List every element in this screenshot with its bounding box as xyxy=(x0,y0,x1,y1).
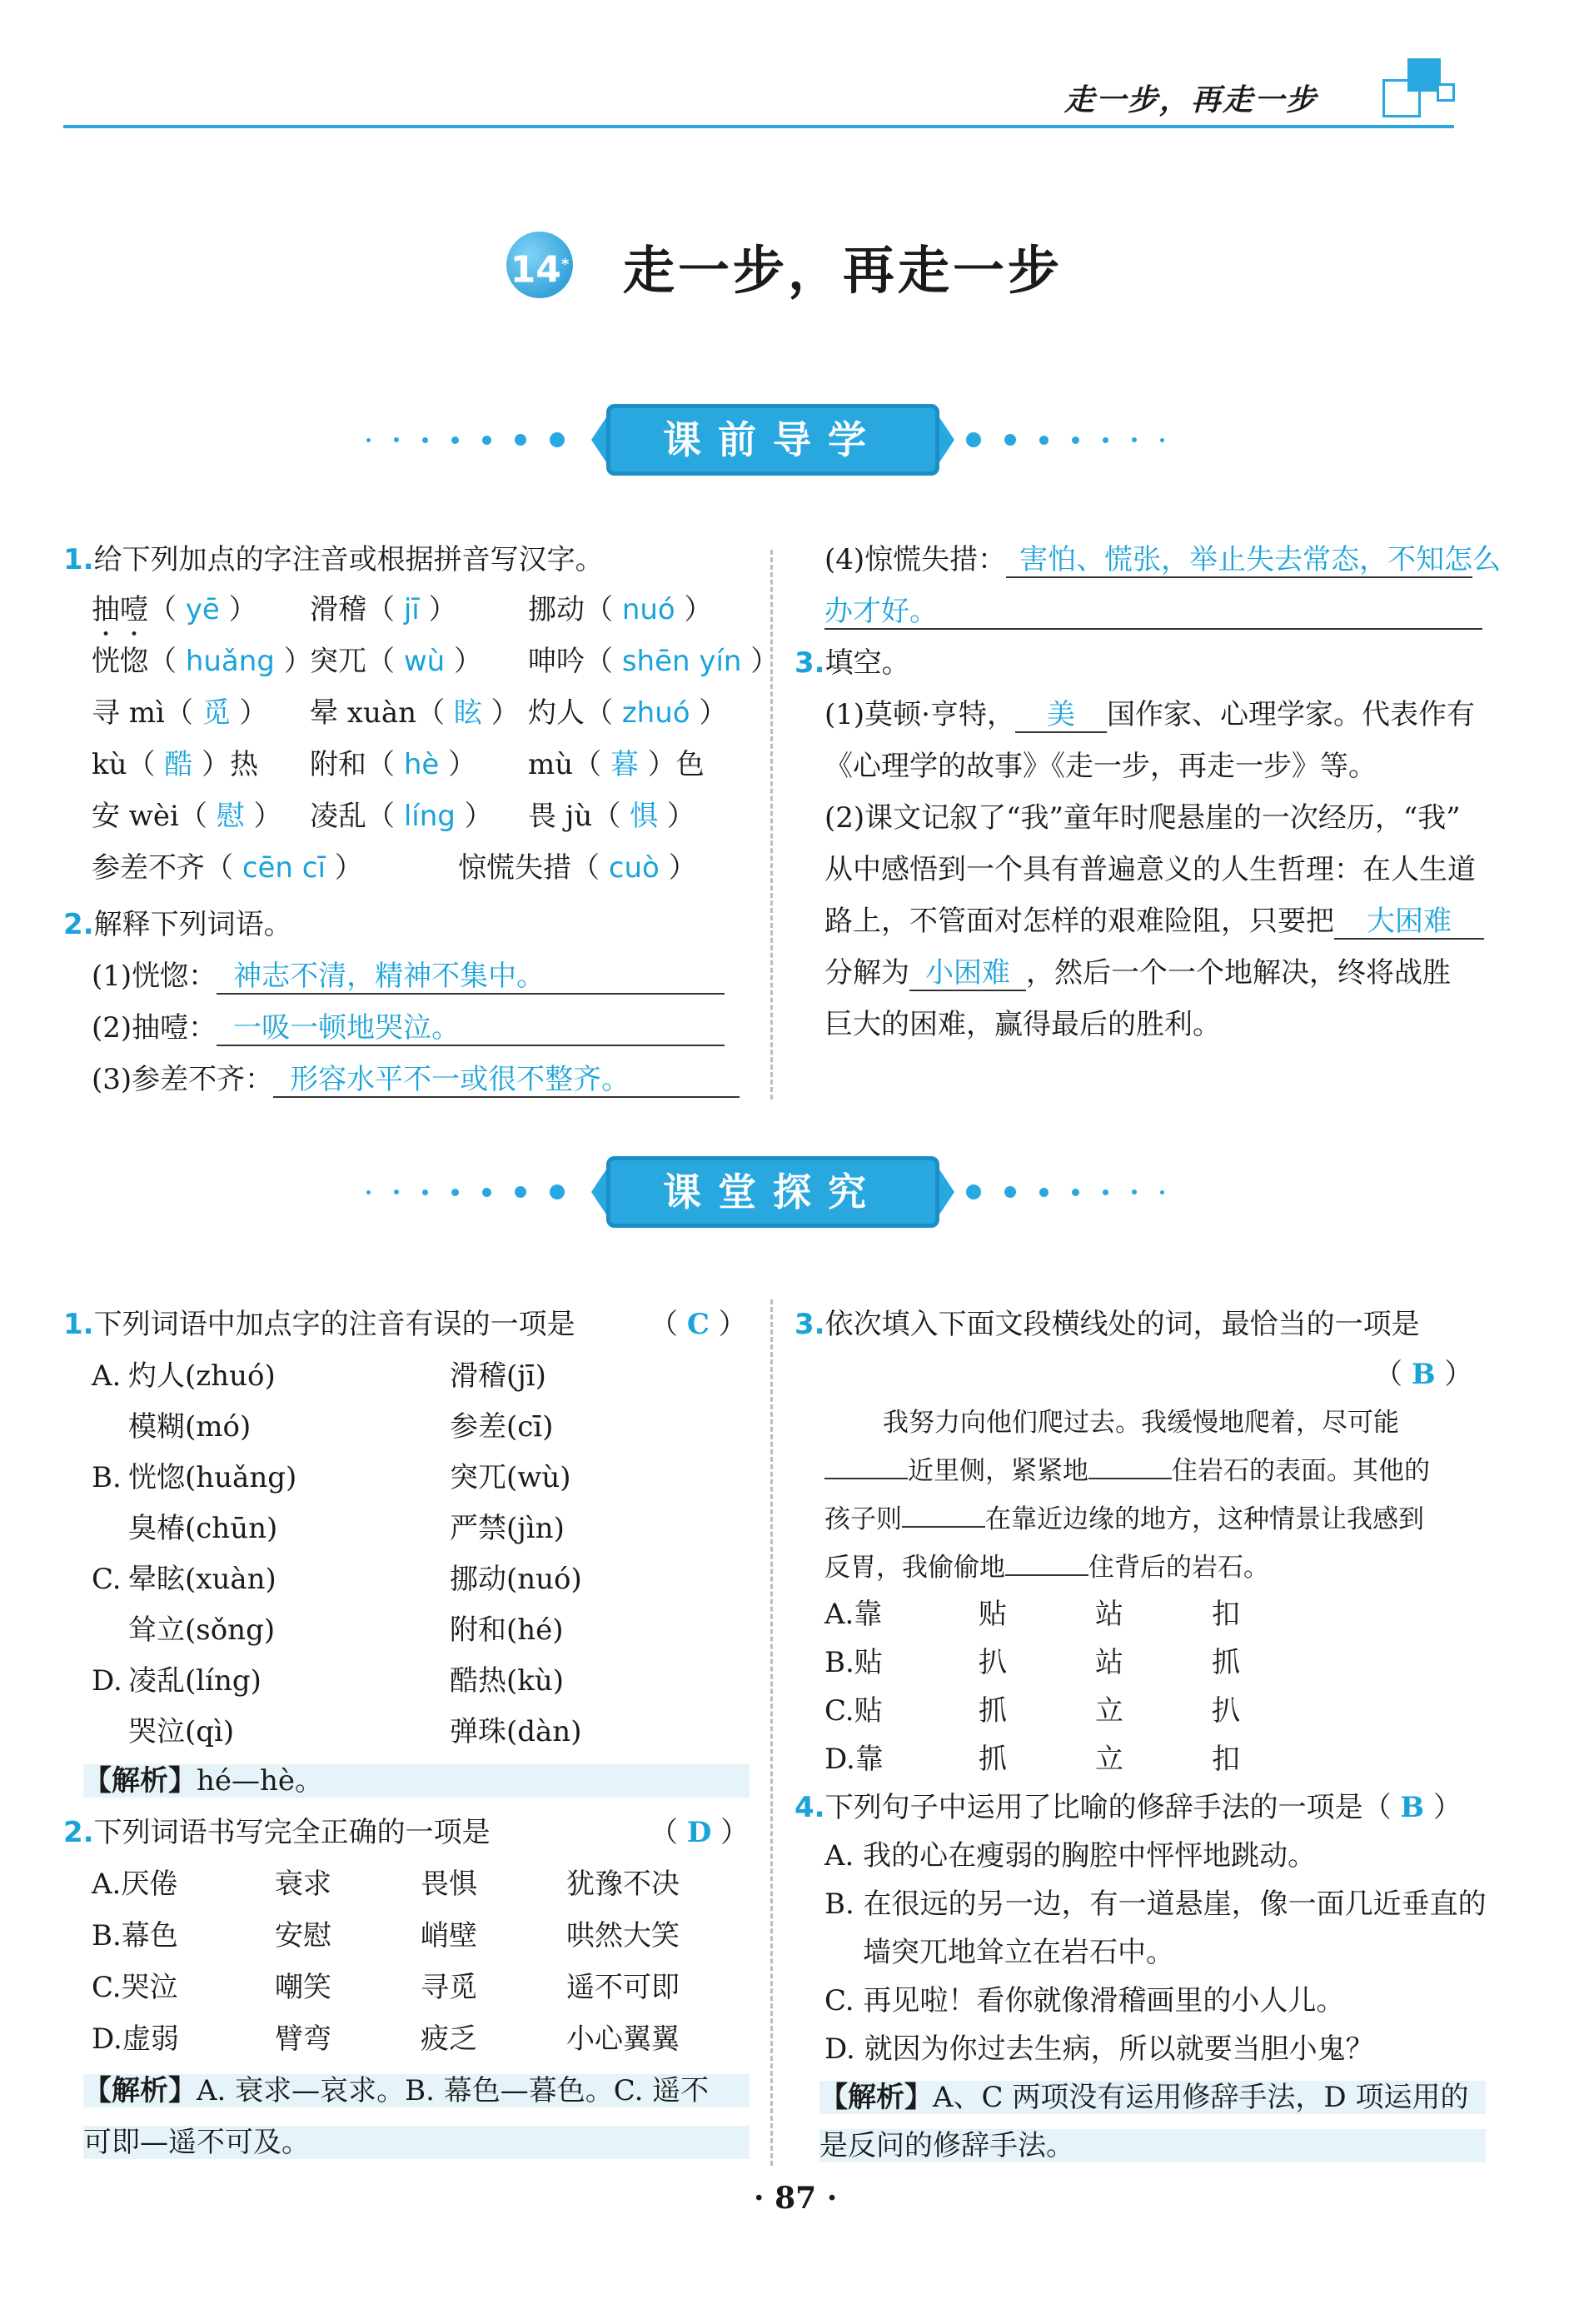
fill-line: (1)莫顿·亨特， 美 国作家、心理学家。代表作有 xyxy=(824,698,1475,731)
section-banner-class: 课堂探究 xyxy=(606,1156,939,1228)
pinyin-item: 参差不齐（ cēn cī ） xyxy=(92,851,363,885)
banner-dots-left xyxy=(366,1181,565,1203)
header-rule xyxy=(63,125,1454,128)
pinyin-item: 寻 mì（ 觅 ） xyxy=(92,696,268,730)
option-item: 臂弯 xyxy=(275,2022,331,2056)
option-item: 附和(hé) xyxy=(450,1613,564,1647)
option-item: 犹豫不决 xyxy=(566,1868,680,1901)
option-item: 扒 xyxy=(1212,1694,1240,1728)
definition-item-4-cont: 办才好。 xyxy=(824,595,1482,630)
option-item: 严禁(jìn) xyxy=(450,1512,565,1545)
analysis-q1: 【解析】hé—hè。 xyxy=(83,1764,750,1798)
definition-item-4: (4)惊慌失措： 害怕、慌张，举止失去常态，不知怎么 xyxy=(824,543,1502,576)
option-item: 参差(cī) xyxy=(450,1410,554,1444)
option-item: 小心翼翼 xyxy=(566,2022,680,2056)
option-label: A. xyxy=(92,1359,122,1393)
option-item: 耸立(sǒng) xyxy=(128,1613,276,1647)
option-row: B.贴 xyxy=(824,1646,883,1679)
pinyin-item: 抽噎（ yē ） xyxy=(92,593,257,626)
option-row: C.哭泣 xyxy=(92,1971,178,2004)
option-item: 抓 xyxy=(979,1743,1007,1776)
lesson-number-badge: 14* xyxy=(506,232,573,298)
column-divider xyxy=(770,1299,773,2166)
class-question-3-prompt: 3.依次填入下面文段横线处的词，最恰当的一项是 xyxy=(794,1308,1420,1341)
option-line: B. 在很远的另一边，有一道悬崖，像一面几近垂直的 xyxy=(824,1888,1487,1921)
answer-bracket: （ C ） xyxy=(650,1308,747,1341)
option-label: D. xyxy=(92,1664,122,1698)
definition-item: (3)参差不齐： 形容水平不一或很不整齐。 xyxy=(92,1063,740,1098)
pinyin-item: 恍惚（ huǎng ） xyxy=(92,645,312,678)
option-line: 墙突兀地耸立在岩石中。 xyxy=(863,1936,1174,1969)
pinyin-item: 畏 jù（ 惧 ） xyxy=(528,800,695,833)
header-deco-square-filled xyxy=(1407,58,1441,92)
option-item: 模糊(mó) xyxy=(128,1410,252,1444)
pinyin-item: 灼人（ zhuó ） xyxy=(528,696,728,730)
pinyin-item: 挪动（ nuó ） xyxy=(528,593,713,626)
option-item: 臭椿(chūn) xyxy=(128,1512,278,1545)
option-item: 畏惧 xyxy=(421,1868,477,1901)
answer-bracket: （ D ） xyxy=(650,1816,750,1849)
option-item: 哄然大笑 xyxy=(566,1919,680,1952)
option-item: 抓 xyxy=(979,1694,1007,1728)
pinyin-item: 滑稽（ jī ） xyxy=(310,593,457,626)
option-item: 抓 xyxy=(1212,1646,1240,1679)
pinyin-item: 凌乱（ líng ） xyxy=(310,800,493,833)
option-line: D. 就因为你过去生病，所以就要当胆小鬼？ xyxy=(824,2032,1374,2066)
definition-item: (1)恍惚： 神志不清，精神不集中。 xyxy=(92,960,725,995)
option-item: 遥不可即 xyxy=(566,1971,680,2004)
option-item: 弹珠(dàn) xyxy=(450,1715,582,1748)
option-item: 疲乏 xyxy=(421,2022,477,2056)
option-row: A.靠 xyxy=(824,1598,883,1631)
fill-line: 分解为 小困难 ，然后一个一个地解决，终将战胜 xyxy=(824,956,1451,990)
fill-line: 《心理学的故事》《走一步，再走一步》等。 xyxy=(824,750,1377,783)
pinyin-item: 晕 xuàn（ 眩 ） xyxy=(310,696,520,730)
option-item: 滑稽(jī) xyxy=(450,1359,546,1393)
option-row: B.幕色 xyxy=(92,1919,178,1952)
question-1-prompt: 1.给下列加点的字注音或根据拼音写汉字。 xyxy=(63,543,604,576)
option-row: D.靠 xyxy=(824,1743,884,1776)
section-banner-preview: 课前导学 xyxy=(606,404,939,476)
option-item: 扒 xyxy=(979,1646,1007,1679)
option-row: C.贴 xyxy=(824,1694,883,1728)
page-number: · 87 · xyxy=(754,2181,838,2216)
option-item: 贴 xyxy=(979,1598,1007,1631)
option-item: 恍惚(huǎng) xyxy=(128,1461,297,1494)
fill-line: 路上，不管面对怎样的艰难险阻，只要把 大困难 xyxy=(824,905,1484,940)
banner-dots-left xyxy=(366,429,565,451)
pinyin-item: 附和（ hè ） xyxy=(310,748,477,781)
lesson-title: 走一步，再走一步 xyxy=(623,240,1063,301)
question-2-prompt: 2.解释下列词语。 xyxy=(63,908,292,941)
class-question-4-prompt: 4.下列句子中运用了比喻的修辞手法的一项是（ B ） xyxy=(794,1791,1462,1824)
option-item: 哭泣(qì) xyxy=(128,1715,235,1748)
option-item: 扣 xyxy=(1212,1598,1240,1631)
option-item: 衰求 xyxy=(275,1868,331,1901)
option-item: 灼人(zhuó) xyxy=(128,1359,276,1393)
analysis-q4: 【解析】A、C 两项没有运用修辞手法，D 项运用的 xyxy=(819,2081,1486,2114)
option-item: 站 xyxy=(1095,1598,1123,1631)
pinyin-item: kù（ 酷 ）热 xyxy=(92,748,259,781)
option-line: A. 我的心在瘦弱的胸腔中怦怦地跳动。 xyxy=(824,1839,1317,1873)
option-item: 嘲笑 xyxy=(275,1971,331,2004)
header-deco-square-small xyxy=(1437,83,1455,102)
passage-line: 孩子则 在靠近边缘的地方，这种情景让我感到 xyxy=(824,1504,1424,1534)
pinyin-item: 突兀（ wù ） xyxy=(310,645,482,678)
option-row: D.虚弱 xyxy=(92,2022,179,2056)
option-item: 突兀(wù) xyxy=(450,1461,571,1494)
answer-bracket: （ B ） xyxy=(1374,1358,1473,1391)
pinyin-item: mù（ 暮 ）色 xyxy=(528,748,705,781)
pinyin-item: 呻吟（ shēn yín ） xyxy=(528,645,780,678)
option-item: 安慰 xyxy=(275,1919,331,1952)
option-item: 挪动(nuó) xyxy=(450,1563,582,1596)
option-item: 晕眩(xuàn) xyxy=(128,1563,276,1596)
banner-dots-right xyxy=(966,429,1164,451)
pinyin-item: 惊慌失措（ cuò ） xyxy=(458,851,697,885)
option-label: C. xyxy=(92,1563,122,1596)
running-title: 走一步，再走一步 xyxy=(1063,82,1318,117)
option-item: 凌乱(líng) xyxy=(128,1664,262,1698)
class-question-2-prompt: 2.下列词语书写完全正确的一项是 xyxy=(63,1816,491,1849)
option-item: 峭壁 xyxy=(421,1919,477,1952)
analysis-q2-cont: 可即—遥不可及。 xyxy=(83,2126,750,2159)
analysis-q4-cont: 是反问的修辞手法。 xyxy=(819,2129,1486,2162)
option-item: 酷热(kù) xyxy=(450,1664,565,1698)
fill-line: 从中感悟到一个具有普遍意义的人生哲理：在人生道 xyxy=(824,853,1476,886)
class-question-1-prompt: 1.下列词语中加点字的注音有误的一项是 xyxy=(63,1308,575,1341)
option-item: 扣 xyxy=(1212,1743,1240,1776)
option-item: 立 xyxy=(1095,1694,1123,1728)
option-item: 立 xyxy=(1095,1743,1123,1776)
option-label: B. xyxy=(92,1461,122,1494)
passage-line: 我努力向他们爬过去。我缓慢地爬着，尽可能 xyxy=(883,1408,1399,1438)
column-divider xyxy=(770,550,773,1100)
question-3-prompt: 3.填空。 xyxy=(794,646,910,680)
definition-item: (2)抽噎： 一吸一顿地哭泣。 xyxy=(92,1011,725,1046)
fill-line: 巨大的困难，赢得最后的胜利。 xyxy=(824,1008,1221,1041)
option-line: C. 再见啦！看你就像滑稽画里的小人儿。 xyxy=(824,1984,1345,2017)
passage-line: 近里侧，紧紧地 住岩石的表面。其他的 xyxy=(824,1454,1430,1488)
fill-line: (2)课文记叙了“我”童年时爬悬崖的一次经历，“我” xyxy=(824,801,1461,835)
pinyin-item: 安 wèi（ 慰 ） xyxy=(92,800,282,833)
banner-dots-right xyxy=(966,1181,1164,1203)
option-item: 寻觅 xyxy=(421,1971,477,2004)
option-row: A.厌倦 xyxy=(92,1868,178,1901)
option-item: 站 xyxy=(1095,1646,1123,1679)
analysis-q2: 【解析】A. 衰求—哀求。B. 幕色—暮色。C. 遥不 xyxy=(83,2074,750,2107)
passage-line: 反胃，我偷偷地 住背后的岩石。 xyxy=(824,1553,1269,1583)
